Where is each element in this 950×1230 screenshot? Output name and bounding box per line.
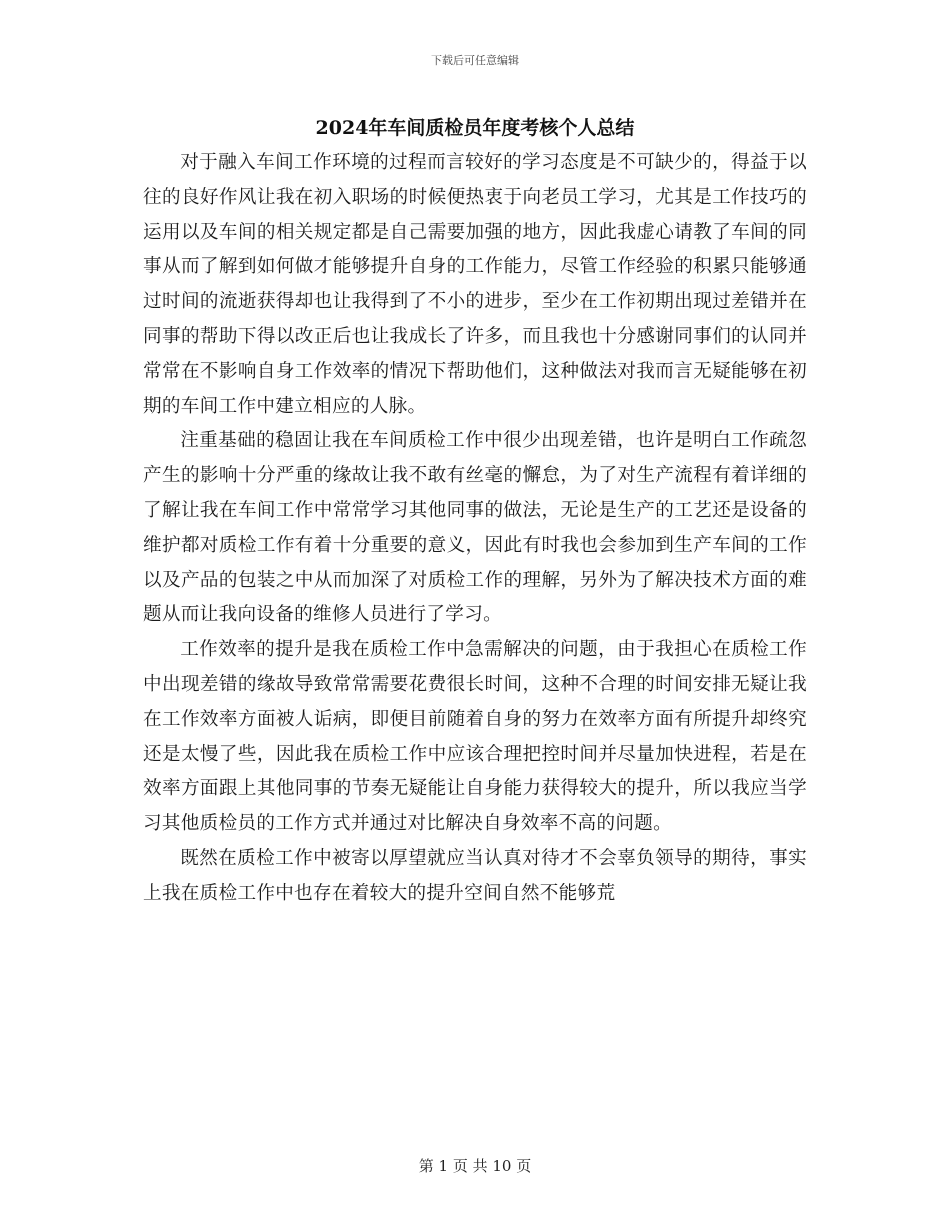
paragraph-3: 工作效率的提升是我在质检工作中急需解决的问题，由于我担心在质检工作中出现差错的缘故导致常常需要花费很长时间，这种不合理的时间安排无疑让我在工作效率方面被人诟病，即便目前随着自身的努力在效率方面有所提升却终究还是太慢了些，因此我在质检工作中应该合理把控时间并尽量加快进程，若是在效率方面跟上其他同事的节奏无疑能让自身能力获得较大的提升，所以我应当学习其他质检员的工作方式并通过对比解决自身效率不高的问题。 xyxy=(143,639,807,835)
paragraph-1: 对于融入车间工作环境的过程而言较好的学习态度是不可缺少的，得益于以往的良好作风让我在初入职场的时候便热衷于向老员工学习，尤其是工作技巧的运用以及车间的相关规定都是自己需要加强的地方，因此我虚心请教了车间的同事从而了解到如何做才能够提升自身的工作能力，尽管工作经验的积累只能够通过时间的流逝获得却也让我得到了不小的进步，至少在工作初期出现过差错并在同事的帮助下得以改正后也让我成长了许多，而且我也十分感谢同事们的认同并常常在不影响自身工作效率的情况下帮助他们，这种做法对我而言无疑能够在初期的车间工作中建立相应的人脉。 xyxy=(143,152,807,417)
paragraph-2: 注重基础的稳固让我在车间质检工作中很少出现差错，也许是明白工作疏忽产生的影响十分严重的缘故让我不敢有丝毫的懈怠，为了对生产流程有着详细的了解让我在车间工作中常常学习其他同事的做法，无论是生产的工艺还是设备的维护都对质检工作有着十分重要的意义，因此有时我也会参加到生产车间的工作以及产品的包装之中从而加深了对质检工作的理解，另外为了解决技术方面的难题从而让我向设备的维修人员进行了学习。 xyxy=(143,430,807,626)
page-header-note: 下载后可任意编辑 xyxy=(431,54,519,67)
document-title: 2024年车间质检员年度考核个人总结 xyxy=(315,117,635,139)
document-body xyxy=(143,146,807,912)
paragraph-4: 既然在质检工作中被寄以厚望就应当认真对待才不会辜负领导的期待，事实上我在质检工作中也存在着较大的提升空间自然不能够荒 xyxy=(143,847,807,904)
page-number-footer: 第 1 页 共 10 页 xyxy=(418,1157,532,1175)
